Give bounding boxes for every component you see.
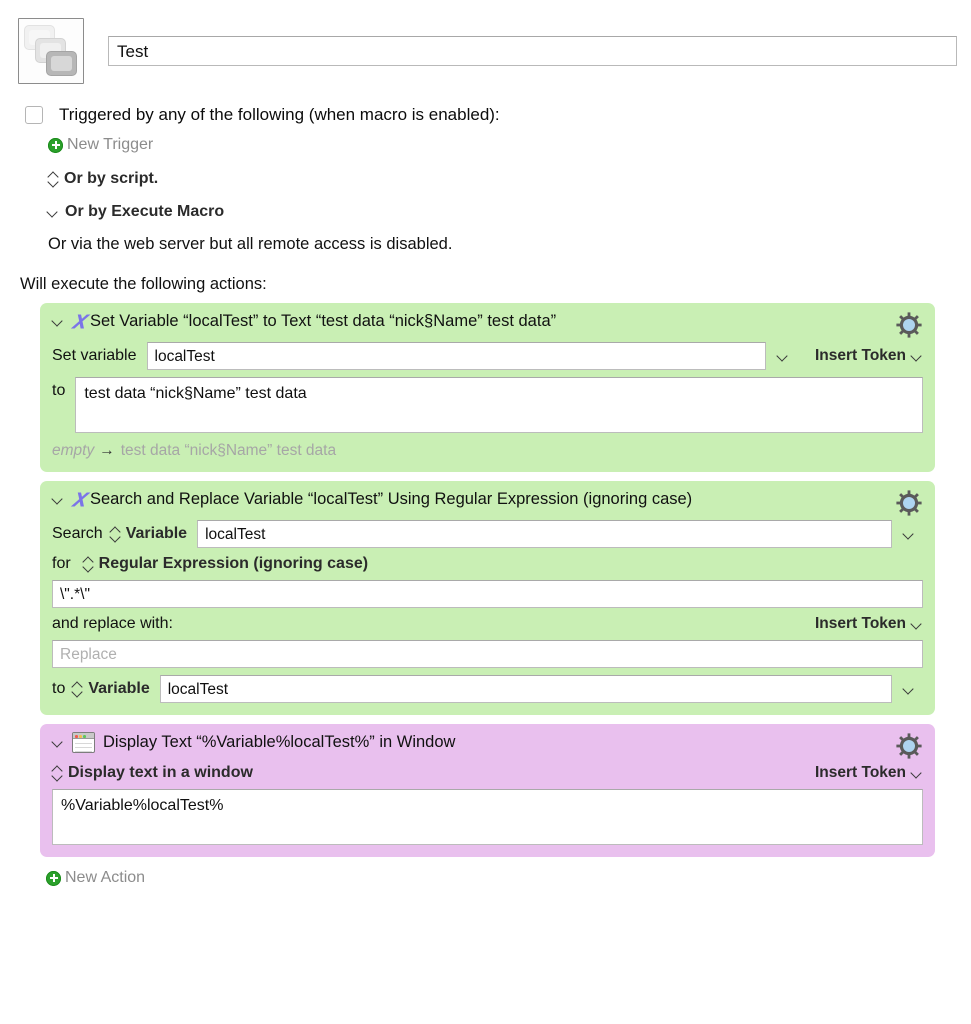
insert-token-label: Insert Token [814, 764, 906, 781]
stepper-icon[interactable] [110, 527, 121, 542]
web-server-note: Or via the web server but all remote access is disabled. [48, 235, 453, 253]
action-title: Set Variable “localTest” to Text “test data “nick§Name” test data” [89, 311, 557, 330]
chevron-down-icon[interactable] [53, 494, 64, 505]
search-mode-row [40, 555, 935, 573]
set-variable-label: Set variable [52, 347, 137, 364]
replace-input-row [40, 640, 935, 668]
preview-empty-label: empty [52, 442, 95, 459]
display-mode-row [40, 764, 935, 782]
trigger-enabled-row [25, 105, 971, 125]
action-title: Search and Replace Variable “localTest” Using Regular Expression (ignoring case) [89, 489, 693, 508]
destination-variable-input[interactable]: localTest [160, 675, 892, 703]
variable-name-input[interactable]: localTest [147, 342, 766, 370]
chevron-down-icon[interactable] [53, 316, 64, 327]
search-source-row [40, 520, 935, 548]
search-variable-input[interactable]: localTest [197, 520, 892, 548]
display-mode-label[interactable]: Display text in a window [68, 764, 253, 781]
insert-token-button[interactable] [815, 764, 923, 782]
plus-circle-icon [46, 871, 61, 886]
variable-x-icon: 𝑥 [72, 485, 85, 512]
display-window-icon [72, 732, 95, 753]
replace-input[interactable]: Replace [52, 640, 923, 668]
chevron-down-icon [912, 619, 923, 630]
insert-token-button[interactable] [815, 615, 923, 633]
action-header[interactable] [40, 724, 935, 757]
or-by-execute-macro-row[interactable] [48, 203, 971, 221]
action-search-and-replace[interactable] [40, 481, 935, 715]
action-header[interactable] [40, 481, 935, 513]
stepper-icon[interactable] [52, 766, 63, 781]
or-by-script-label: Or by script. [64, 170, 159, 187]
plus-circle-icon [48, 138, 63, 153]
search-label: Search [52, 525, 103, 542]
set-variable-row [40, 342, 935, 370]
macro-title-input[interactable]: Test [108, 36, 957, 66]
display-text-row [40, 789, 935, 845]
preview-arrow-icon: → [99, 442, 115, 459]
regex-row [40, 580, 935, 608]
new-trigger-label: New Trigger [67, 136, 154, 153]
or-by-script-row[interactable] [48, 170, 971, 188]
trigger-checkbox[interactable] [25, 106, 43, 124]
variable-dropdown-chevron-icon[interactable] [778, 351, 789, 362]
actions-list [40, 303, 935, 857]
chevron-down-icon [912, 351, 923, 362]
preview-result: test data “nick§Name” test data [120, 442, 337, 459]
destination-dropdown-chevron-icon[interactable] [904, 684, 915, 695]
chevron-down-icon[interactable] [53, 737, 64, 748]
replace-with-row [40, 615, 935, 633]
action-title: Display Text “%Variable%localTest%” in Window [103, 733, 456, 751]
search-source-label[interactable]: Variable [125, 525, 188, 542]
insert-token-label: Insert Token [814, 615, 906, 632]
insert-token-label: Insert Token [814, 347, 906, 364]
gear-icon[interactable] [896, 312, 922, 338]
action-preview [40, 442, 935, 460]
action-set-variable[interactable] [40, 303, 935, 472]
regex-input[interactable]: \".*\" [52, 580, 923, 608]
destination-kind-label[interactable]: Variable [88, 680, 150, 697]
search-variable-dropdown-chevron-icon[interactable] [904, 529, 915, 540]
action-display-text[interactable] [40, 724, 935, 857]
gear-icon[interactable] [896, 733, 922, 759]
chevron-down-icon [912, 768, 923, 779]
stepper-icon[interactable] [72, 682, 83, 697]
to-label: to [52, 382, 66, 399]
gear-icon[interactable] [896, 490, 922, 516]
replace-with-label: and replace with: [52, 615, 173, 632]
stepper-icon [48, 172, 59, 187]
chevron-down-icon [48, 207, 59, 218]
new-trigger-button[interactable] [48, 136, 971, 154]
insert-token-button[interactable] [815, 347, 923, 365]
for-label: for [52, 555, 71, 572]
display-text-input[interactable]: %Variable%localTest% [52, 789, 923, 845]
action-header[interactable] [40, 303, 935, 335]
new-action-button[interactable] [46, 869, 971, 887]
search-mode-label[interactable]: Regular Expression (ignoring case) [98, 555, 369, 572]
will-execute-label: Will execute the following actions: [20, 275, 267, 293]
to-text-row [40, 377, 935, 433]
set-variable-text-input[interactable]: test data “nick§Name” test data [75, 377, 923, 433]
new-action-label: New Action [65, 869, 146, 886]
macro-header [0, 0, 971, 84]
destination-row [40, 675, 935, 703]
macro-stack-icon[interactable] [18, 18, 84, 84]
variable-x-icon: 𝑥 [72, 307, 85, 334]
or-by-execute-macro-label: Or by Execute Macro [65, 203, 225, 220]
trigger-label: Triggered by any of the following (when macro is enabled): [59, 105, 500, 124]
to-label: to [52, 680, 66, 697]
stepper-icon[interactable] [83, 557, 94, 572]
